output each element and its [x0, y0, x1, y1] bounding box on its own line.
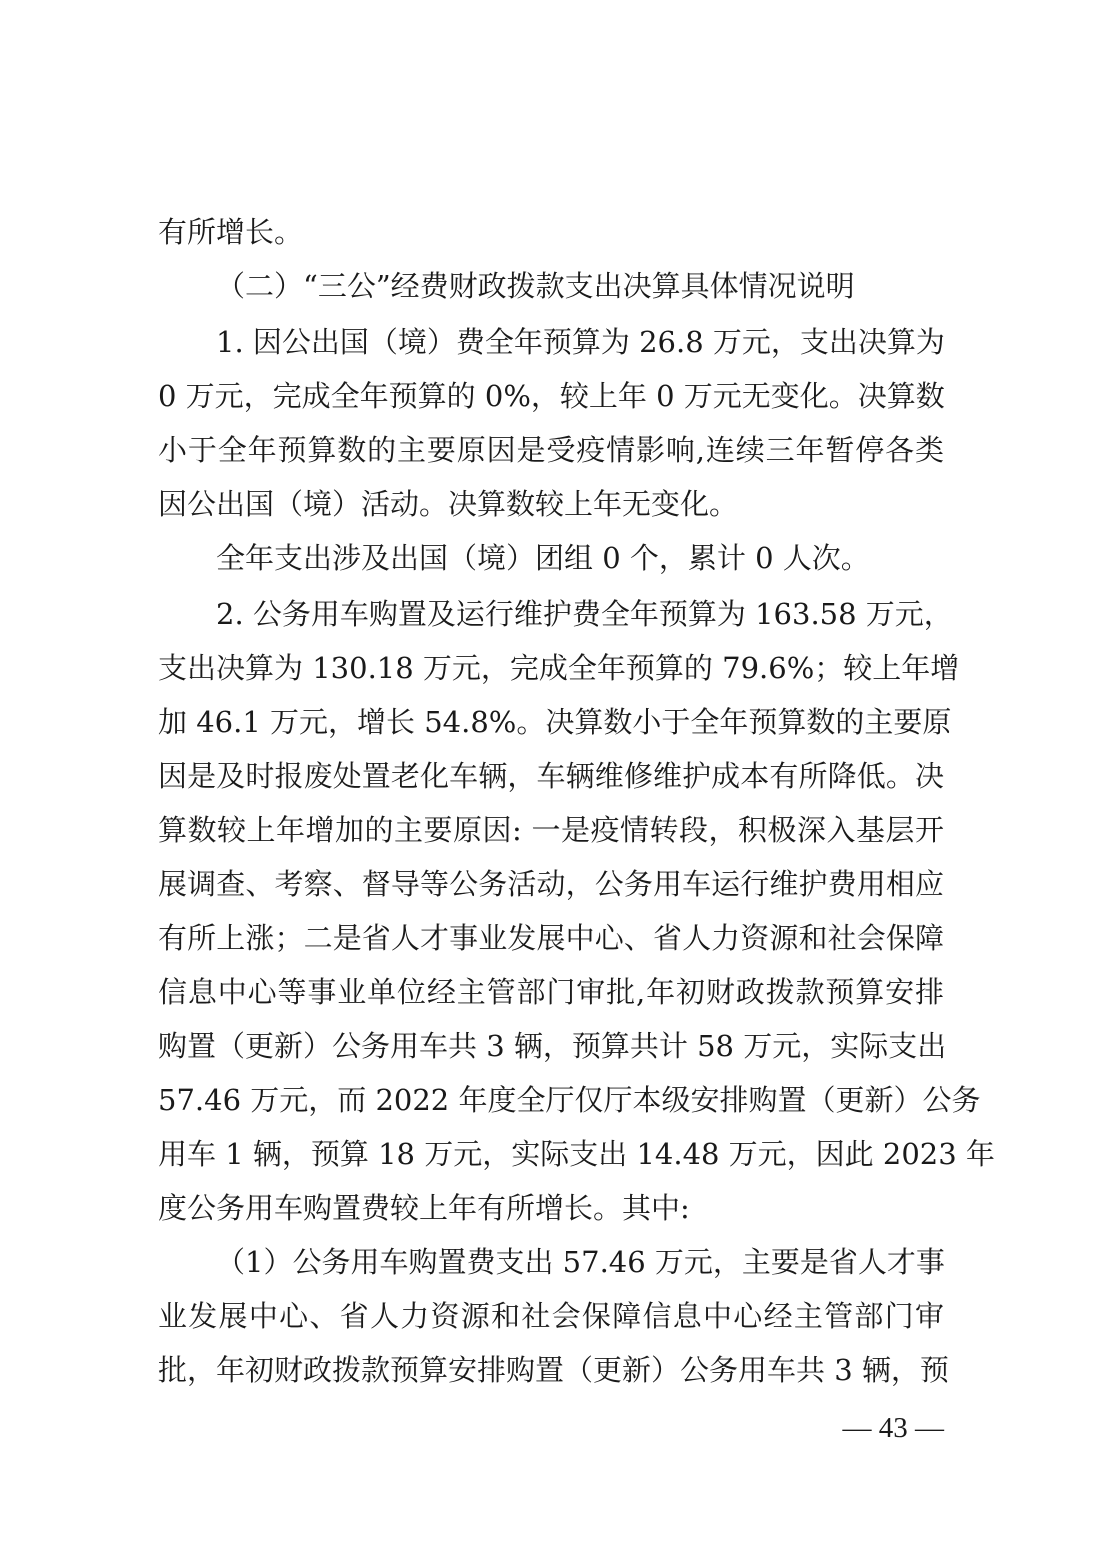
paragraph-3-line-5: 算数较上年增加的主要原因: 一是疫情转段，积极深入基层开 [158, 813, 944, 847]
paragraph-2-line-1: 全年支出涉及出国（境）团组 0 个，累计 0 人次。 [216, 541, 870, 575]
paragraph-3-line-12: 度公务用车购置费较上年有所增长。其中: [158, 1191, 690, 1225]
paragraph-1-line-1: 1. 因公出国（境）费全年预算为 26.8 万元，支出决算为 [216, 325, 945, 359]
text-line-1: 有所增长。 [158, 215, 304, 249]
paragraph-3-line-11: 用车 1 辆，预算 18 万元，实际支出 14.48 万元，因此 2023 年 [158, 1137, 995, 1171]
paragraph-3-line-9: 购置（更新）公务用车共 3 辆，预算共计 58 万元，实际支出 [158, 1029, 947, 1063]
paragraph-3-line-1: 2. 公务用车购置及运行维护费全年预算为 163.58 万元， [216, 597, 953, 631]
paragraph-3-line-3: 加 46.1 万元，增长 54.8%。决算数小于全年预算数的主要原 [158, 705, 952, 739]
paragraph-1-line-2: 0 万元，完成全年预算的 0%，较上年 0 万元无变化。决算数 [158, 379, 945, 413]
paragraph-4-line-3: 批，年初财政拨款预算安排购置（更新）公务用车共 3 辆，预 [158, 1353, 949, 1387]
page-number: — 43 — [842, 1412, 944, 1444]
paragraph-4-line-2: 业发展中心、省人力资源和社会保障信息中心经主管部门审 [158, 1299, 944, 1333]
paragraph-3-line-7: 有所上涨；二是省人才事业发展中心、省人力资源和社会保障 [158, 921, 944, 955]
paragraph-3-line-10: 57.46 万元，而 2022 年度全厅仅厅本级安排购置（更新）公务 [158, 1083, 981, 1117]
paragraph-1-line-3: 小于全年预算数的主要原因是受疫情影响,连续三年暂停各类 [158, 433, 944, 467]
paragraph-4-line-1: （1）公务用车购置费支出 57.46 万元，主要是省人才事 [216, 1245, 945, 1279]
paragraph-3-line-8: 信息中心等事业单位经主管部门审批,年初财政拨款预算安排 [158, 975, 944, 1009]
paragraph-3-line-6: 展调查、考察、督导等公务活动，公务用车运行维护费用相应 [158, 867, 944, 901]
paragraph-3-line-2: 支出决算为 130.18 万元，完成全年预算的 79.6%；较上年增 [158, 651, 960, 685]
section-heading: （二）“三公”经费财政拨款支出决算具体情况说明 [216, 269, 855, 303]
paragraph-3-line-4: 因是及时报废处置老化车辆，车辆维修维护成本有所降低。决 [158, 759, 944, 793]
paragraph-1-line-4: 因公出国（境）活动。决算数较上年无变化。 [158, 487, 739, 521]
